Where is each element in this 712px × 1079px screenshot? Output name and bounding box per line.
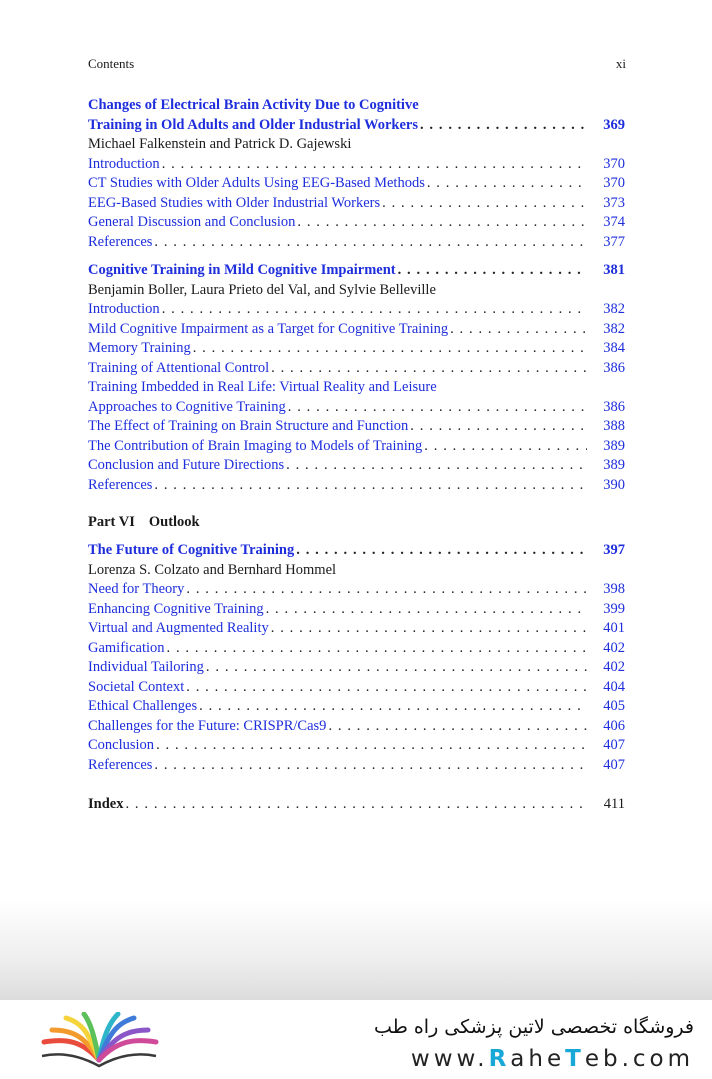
toc-entry[interactable] xyxy=(88,678,625,698)
dot-leader xyxy=(206,658,587,678)
entry-title[interactable]: Gamification xyxy=(88,639,165,656)
entry-page[interactable]: 389 xyxy=(603,457,625,473)
running-head-section: Contents xyxy=(88,56,135,71)
entry-page[interactable]: 382 xyxy=(603,320,625,337)
entry-page[interactable]: 407 xyxy=(603,737,625,753)
entry-page[interactable]: 377 xyxy=(603,233,625,250)
chapter-title-line[interactable] xyxy=(88,541,625,561)
toc-entry[interactable] xyxy=(88,378,625,398)
dot-leader xyxy=(271,359,587,379)
dot-leader xyxy=(167,639,587,659)
dot-leader xyxy=(288,398,587,418)
entry-page[interactable]: 399 xyxy=(603,600,625,617)
dot-leader xyxy=(162,300,587,320)
toc-entry[interactable] xyxy=(88,194,625,214)
entry-page[interactable]: 402 xyxy=(603,639,625,656)
url-accent: R xyxy=(488,1046,511,1072)
url-prefix: www. xyxy=(410,1046,489,1072)
entry-title[interactable]: The Contribution of Brain Imaging to Models of Training xyxy=(88,437,423,454)
entry-page[interactable]: 407 xyxy=(603,756,625,773)
entry-title[interactable]: References xyxy=(88,233,153,250)
dot-leader xyxy=(424,437,587,457)
chapter-page[interactable]: 381 xyxy=(603,262,625,278)
part-heading xyxy=(88,514,625,531)
toc-chapter xyxy=(88,96,625,252)
entry-page[interactable]: 398 xyxy=(603,581,625,597)
toc-entry[interactable] xyxy=(88,233,625,253)
toc-entry[interactable] xyxy=(88,359,625,379)
entry-page[interactable]: 373 xyxy=(603,194,625,211)
toc-entry[interactable] xyxy=(88,736,625,756)
entry-title[interactable]: Mild Cognitive Impairment as a Target for Cognitive Training xyxy=(88,320,449,337)
part-title: Outlook xyxy=(148,514,200,530)
dot-leader xyxy=(193,339,587,359)
toc-entry[interactable] xyxy=(88,417,625,437)
dot-leader xyxy=(297,213,587,233)
toc-entry[interactable] xyxy=(88,756,625,776)
chapter-title-text[interactable]: Training in Old Adults and Older Industrial Workers xyxy=(88,116,418,133)
entry-page[interactable]: 406 xyxy=(603,717,625,734)
dot-leader xyxy=(271,619,587,639)
part-number: Part VI xyxy=(88,514,135,530)
url-part: ahe xyxy=(510,1046,566,1072)
chapter-authors: Lorenza S. Colzato and Bernhard Hommel xyxy=(88,561,337,578)
entry-page[interactable]: 388 xyxy=(603,418,625,434)
toc-entry[interactable] xyxy=(88,639,625,659)
dot-leader xyxy=(398,261,587,281)
entry-title[interactable]: Introduction xyxy=(88,301,160,317)
toc-entry[interactable] xyxy=(88,398,625,418)
dot-leader xyxy=(410,417,587,437)
entry-title[interactable]: References xyxy=(88,476,153,493)
dot-leader xyxy=(328,717,587,737)
index-page[interactable]: 411 xyxy=(603,796,625,812)
running-head xyxy=(88,56,626,72)
dot-leader xyxy=(162,155,587,175)
chapter-title-text[interactable]: Cognitive Training in Mild Cognitive Impairment xyxy=(88,262,396,278)
entry-title[interactable]: Individual Tailoring xyxy=(88,659,204,675)
open-book-logo-icon xyxy=(38,1012,160,1072)
index-entry[interactable] xyxy=(88,795,625,815)
entry-title[interactable]: Approaches to Cognitive Training xyxy=(88,398,286,415)
toc-entry[interactable] xyxy=(88,339,625,359)
entry-title[interactable]: Memory Training xyxy=(88,340,191,356)
entry-title[interactable]: Conclusion xyxy=(88,737,155,753)
toc-entry[interactable] xyxy=(88,697,625,717)
entry-title[interactable]: Need for Theory xyxy=(88,581,185,597)
toc-entry[interactable] xyxy=(88,174,625,194)
dot-leader xyxy=(186,580,587,600)
entry-page[interactable]: 390 xyxy=(603,476,625,493)
entry-title[interactable]: Training Imbedded in Real Life: Virtual Reality and Leisure xyxy=(88,379,437,395)
dot-leader xyxy=(154,756,587,776)
toc-entry[interactable] xyxy=(88,456,625,476)
toc-entry[interactable] xyxy=(88,619,625,639)
chapter-title-text[interactable]: The Future of Cognitive Training xyxy=(88,542,295,558)
toc-entry[interactable] xyxy=(88,437,625,457)
dot-leader xyxy=(450,320,587,340)
entry-title[interactable]: Virtual and Augmented Reality xyxy=(88,620,269,636)
entry-page[interactable]: 404 xyxy=(603,678,625,695)
entry-title[interactable]: General Discussion and Conclusion xyxy=(88,214,296,230)
toc-content xyxy=(88,96,625,815)
dot-leader xyxy=(420,116,587,136)
entry-title[interactable]: Conclusion and Future Directions xyxy=(88,457,285,473)
entry-title[interactable]: Enhancing Cognitive Training xyxy=(88,600,264,617)
index-title[interactable]: Index xyxy=(88,796,124,812)
running-head-page: xi xyxy=(615,56,626,71)
toc-entry[interactable] xyxy=(88,213,625,233)
entry-page[interactable]: 402 xyxy=(603,659,625,675)
chapter-title-line[interactable] xyxy=(88,261,625,281)
entry-title[interactable]: Introduction xyxy=(88,155,160,172)
dot-leader xyxy=(427,174,587,194)
entry-page[interactable]: 386 xyxy=(603,398,625,415)
entry-page[interactable]: 384 xyxy=(603,340,625,356)
entry-page[interactable]: 370 xyxy=(603,175,625,191)
chapter-authors: Michael Falkenstein and Patrick D. Gajewski xyxy=(88,136,352,152)
toc-entry[interactable] xyxy=(88,320,625,340)
entry-page[interactable]: 370 xyxy=(603,155,625,172)
dot-leader xyxy=(154,233,587,253)
entry-title[interactable]: CT Studies with Older Adults Using EEG-Based Methods xyxy=(88,175,425,191)
entry-page[interactable]: 386 xyxy=(603,359,625,376)
store-name: فروشگاه تخصصی لاتین پزشکی راه طب xyxy=(374,1016,694,1038)
chapter-title-text[interactable]: Changes of Electrical Brain Activity Due to Cognitive xyxy=(88,97,419,113)
dot-leader xyxy=(382,194,587,214)
entry-page[interactable]: 382 xyxy=(603,301,625,317)
toc-chapter xyxy=(88,541,625,775)
toc-entry[interactable] xyxy=(88,717,625,737)
entry-title[interactable]: The Effect of Training on Brain Structure and Function xyxy=(88,418,409,434)
entry-title[interactable]: Training of Attentional Control xyxy=(88,359,270,376)
entry-title[interactable]: References xyxy=(88,756,153,773)
entry-title[interactable]: Societal Context xyxy=(88,678,185,695)
dot-leader xyxy=(199,697,587,717)
toc-entry[interactable] xyxy=(88,155,625,175)
toc-entry[interactable] xyxy=(88,600,625,620)
entry-title[interactable]: Challenges for the Future: CRISPR/Cas9 xyxy=(88,717,327,734)
dot-leader xyxy=(266,600,587,620)
chapter-page[interactable]: 369 xyxy=(603,116,625,133)
dot-leader xyxy=(125,795,587,815)
dot-leader xyxy=(286,456,587,476)
dot-leader xyxy=(186,678,587,698)
store-url[interactable] xyxy=(411,1046,694,1072)
chapter-page[interactable]: 397 xyxy=(603,542,625,558)
url-part: eb.com xyxy=(584,1046,694,1072)
entry-page[interactable]: 374 xyxy=(603,214,625,230)
watermark-footer xyxy=(0,1000,712,1079)
toc-entry[interactable] xyxy=(88,658,625,678)
toc-entry[interactable] xyxy=(88,580,625,600)
toc-chapter xyxy=(88,261,625,495)
entry-title[interactable]: Ethical Challenges xyxy=(88,698,198,714)
dot-leader xyxy=(296,541,587,561)
url-accent: T xyxy=(565,1046,585,1072)
entry-page[interactable]: 401 xyxy=(603,620,625,636)
chapter-title-line[interactable] xyxy=(88,116,625,136)
entry-title[interactable]: EEG-Based Studies with Older Industrial Workers xyxy=(88,194,381,211)
toc-entry[interactable] xyxy=(88,476,625,496)
chapter-authors: Benjamin Boller, Laura Prieto del Val, and Sylvie Belleville xyxy=(88,281,436,298)
toc-entry[interactable] xyxy=(88,300,625,320)
dot-leader xyxy=(156,736,587,756)
entry-page[interactable]: 405 xyxy=(603,698,625,714)
entry-page[interactable]: 389 xyxy=(603,437,625,454)
dot-leader xyxy=(154,476,587,496)
chapter-title-line[interactable] xyxy=(88,96,625,116)
